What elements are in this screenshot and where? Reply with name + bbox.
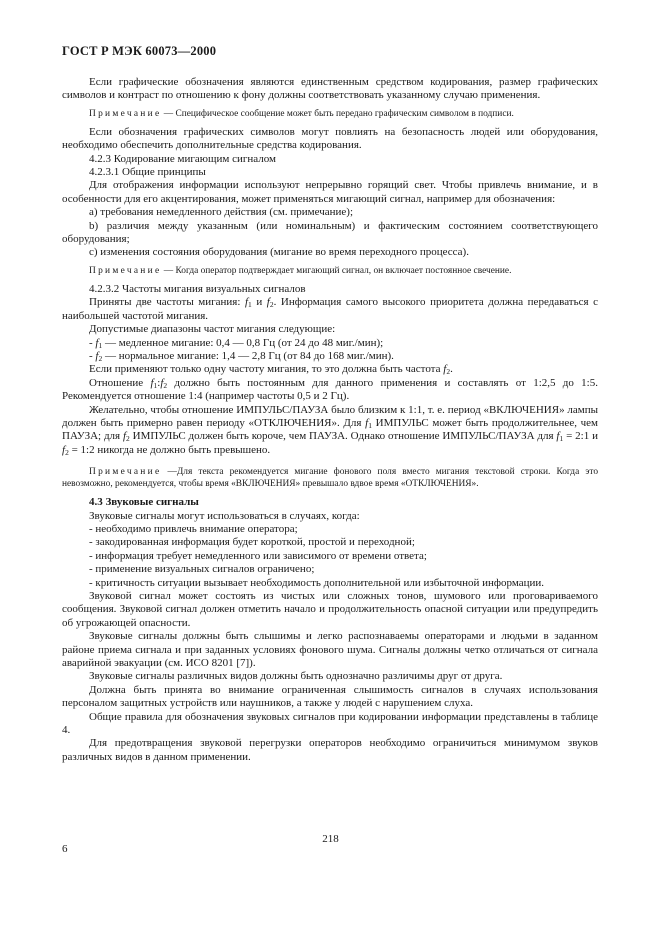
paragraph: Звуковые сигналы различных видов должны быть однозначно различимы друг от друга. [89,670,503,683]
document-header: ГОСТ Р МЭК 60073—2000 [62,44,217,58]
paragraph: Общие правила для обозначения звуковых сигналов при кодировании информации представлены в таблице 4. [62,710,598,737]
paragraph: Если обозначения графических символов могут повлиять на безопасность людей или оборудования, необходимо обеспечить дополнительные средства кодирования. [62,125,598,152]
sheet-number: 218 [322,833,339,845]
subsection-heading: 4.2.3.1 Общие принципы [89,166,206,179]
paragraph: Приняты две частоты мигания: $f_1$ и $f_2$. Информация самого высокого приоритета должна передаваться с наибольшей частотой мигания. [62,296,599,322]
paragraph: Отношение $f_1:f_2$ должно быть постоянным для данного применения и составлять от 1:2,5 до 1:5. Рекомендуется отношение 1:4 (например частоты 0,5 и 2 Гц). [62,376,598,403]
paragraph: Звуковой сигнал может состоять из чистых или сложных тонов, шумового или проговариваемого сообщения. Звуковой сигнал должен отметить начало и продолжительность опасной ситуации или предупредить об угрожающей опасности. [62,590,598,629]
list-item: - информация требует немедленного или зависимого от времени ответа; [89,549,427,562]
list-item: - закодированная информация будет короткой, простой и переходной; [89,536,415,549]
list-item: - $f_1$ — медленное мигание: 0,4 — 0,8 Гц (от 24 до 48 миг./мин); [89,336,384,350]
note: Примечание —Для текста рекомендуется мигание фонового поля вместо мигания текстовой строки. Когда это невозможно, рекомендуется, чтобы время «ВКЛЮЧЕНИЯ» превышало вдвое время «ОТКЛЮЧЕНИЯ». [62,467,599,490]
paragraph: Допустимые диапазоны частот мигания следующие: [89,323,336,336]
note: Примечание — Специфическое сообщение может быть передано графическим символом в подписи. [89,108,514,119]
section-heading: 4.3 Звуковые сигналы [89,496,199,509]
list-item: - применение визуальных сигналов ограничено; [89,563,315,576]
document-body [62,76,598,764]
note: Примечание — Когда оператор подтверждает мигающий сигнал, он включает постоянное свечение. [89,265,512,276]
paragraph: Для предотвращения звуковой перегрузки операторов необходимо ограничиться минимумом звуков различных видов в данном применении. [62,737,598,763]
paragraph: Звуковые сигналы могут использоваться в случаях, когда: [89,509,360,522]
subsection-heading: 4.2.3.2 Частоты мигания визуальных сигналов [89,282,306,295]
note-label: Примечание [89,265,162,276]
section-heading: 4.2.3 Кодирование мигающим сигналом [89,152,276,165]
note-label: Примечание [89,467,162,478]
list-item: b) различия между указанным (или номинальным) и фактическим состоянием соответствующего оборудования; [62,219,598,246]
paragraph: Звуковые сигналы должны быть слышимы и легко распознаваемы операторами и людьми в заданном районе приема сигнала и при заданных условиях фонового шума. Сигналы должны четко отличаться от сигнала аварийной эвакуации (см. ИСО 8201 [7]). [62,630,598,670]
note-text: Для текста рекомендуется мигание фонового поля вместо мигания текстовой строки. Когда это невозможно, рекомендуется, чтобы время «ВКЛЮЧЕНИЯ» превышало вдвое время «ОТКЛЮЧЕНИЯ». [62,467,599,490]
list-item: - $f_2$ — нормальное мигание: 1,4 — 2,8 Гц (от 84 до 168 миг./мин). [89,349,394,363]
list-item: a) требования немедленного действия (см. примечание); [89,206,354,219]
note-text: Специфическое сообщение может быть передано графическим символом в подписи. [175,108,514,119]
list-item: c) изменения состояния оборудования (мигание во время переходного процесса). [89,246,469,259]
note-text: Когда оператор подтверждает мигающий сигнал, он включает постоянное свечение. [175,265,512,276]
paragraph: Если графические обозначения являются единственным средством кодирования, размер графических символов и контраст по отношению к фону должны соответствовать указанному случаю применения. [62,76,598,102]
list-item: - критичность ситуации вызывает необходимость дополнительной или избыточной информации. [89,576,545,589]
paragraph: Если применяют только одну частоту мигания, то это должна быть частота $f_2$. [89,363,453,377]
paragraph: Желательно, чтобы отношение ИМПУЛЬС/ПАУЗА было близким к 1:1, т. е. период «ВКЛЮЧЕНИЯ» лампы должен быть примерно равен периоду «ОТКЛЮЧЕНИЯ». Для $f_1$ ИМПУЛЬС может быть продолжительнее, чем ПАУЗА; для $f_2$ ИМПУЛЬС должен быть короче, чем ПАУЗА. Однако отношение ИМПУЛЬС/ПАУЗА для $f_1$ = 2:1 и $f_2$ = 1:2 никогда не должно быть превышено. [62,403,598,457]
note-label: Примечание [89,108,162,119]
page-number: 6 [62,843,68,855]
list-item: - необходимо привлечь внимание оператора; [89,522,298,535]
paragraph: Должна быть принята во внимание ограниченная слышимость сигналов в случаях использования персоналом защитных устройств или наушников, а также у людей с нарушением слуха. [62,683,598,710]
paragraph: Для отображения информации используют непрерывно горящий свет. Чтобы привлечь внимание, и в особенности для его акцентирования, может применяться мигающий сигнал, например для обозначения: [62,179,598,205]
